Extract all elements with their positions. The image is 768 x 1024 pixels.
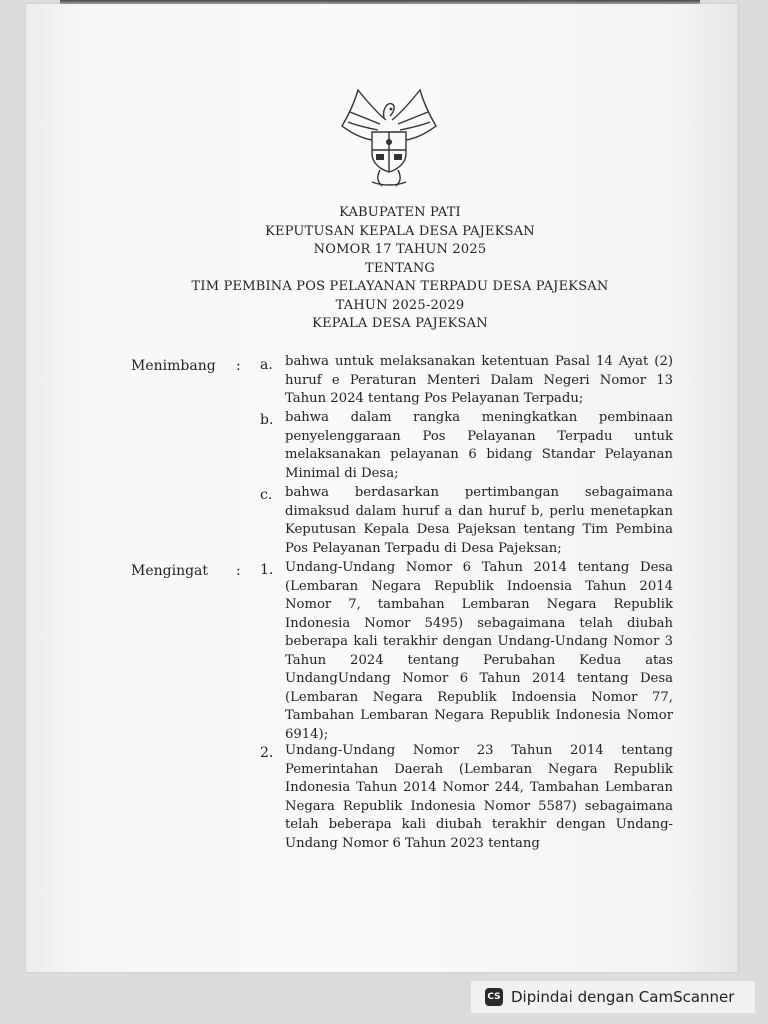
header-decree-title: KEPUTUSAN KEPALA DESA PAJEKSAN (265, 223, 535, 239)
camscanner-watermark (471, 981, 755, 1013)
camscanner-logo-icon: CS (485, 988, 503, 1006)
menimbang-marker-c: c. (260, 487, 273, 503)
header-regency: KABUPATEN PATI (339, 205, 461, 220)
menimbang-colon: : (236, 358, 241, 374)
menimbang-item-a: bahwa untuk melaksanakan ketentuan Pasal 14 Ayat (2) huruf e Peraturan Menteri Dalam Negeri Nomor 13 Tahun 2024 tentang Pos Pelayanan Terpadu; (285, 354, 673, 406)
mengingat-colon: : (236, 563, 241, 579)
document-header (150, 204, 650, 334)
menimbang-item-c: bahwa berdasarkan pertimbangan sebagaimana dimaksud dalam huruf a dan huruf b, perlu menetapkan Keputusan Kepala Desa Pajeksan tentang Tim Pembina Pos Pelayanan Terpadu di Desa Pajeksan; (285, 485, 673, 556)
menimbang-item-b: bahwa dalam rangka meningkatkan pembinaan penyelenggaraan Pos Pelayanan Terpadu untuk melaksanakan pelayanan 6 bidang Standar Pelayanan Minimal di Desa; (285, 410, 673, 481)
header-about: TENTANG (364, 260, 436, 276)
header-subject: TIM PEMBINA POS PELAYANAN TERPADU DESA PAJEKSAN (191, 279, 609, 294)
menimbang-label: Menimbang (131, 358, 216, 374)
camscanner-text: Dipindai dengan CamScanner (511, 988, 735, 1006)
mengingat-item-2: Undang-Undang Nomor 23 Tahun 2014 tentang Pemerintahan Daerah (Lembaran Negara Republik Indonesia Tahun 2014 Nomor 244, Tambahan Lembaran Negara Republik Indonesia Nomor 5587) sebagaimana telah beberapa kali diubah terakhir dengan Undang-Undang Nomor 6 Tahun 2023 tentang (285, 743, 673, 851)
mengingat-marker-2: 2. (260, 745, 274, 761)
header-decree-number: NOMOR 17 TAHUN 2025 (313, 242, 487, 257)
mengingat-label: Mengingat (131, 563, 209, 579)
header-period: TAHUN 2025-2029 (335, 297, 465, 313)
garuda-emblem-icon (336, 82, 442, 190)
menimbang-marker-b: b. (260, 412, 274, 428)
menimbang-marker-a: a. (260, 357, 273, 373)
mengingat-marker-1: 1. (260, 562, 274, 578)
header-signatory: KEPALA DESA PAJEKSAN (312, 316, 488, 331)
mengingat-item-1: Undang-Undang Nomor 6 Tahun 2014 tentang Desa (Lembaran Negara Republik Indoensia Tahun 2014 Nomor 7, tambahan Lembaran Negara Republik Indonesia Nomor 5495) sebagaimana telah diubah beberapa kali terakhir dengan Undang-Undang Nomor 3 Tahun 2024 tentang Perubahan Kedua atas UndangUndang Nomor 6 Tahun 2014 tentang Desa (Lembaran Negara Republik Indoensia Nomor 77, Tambahan Lembaran Negara Republik Indonesia Nomor 6914); (285, 560, 673, 742)
